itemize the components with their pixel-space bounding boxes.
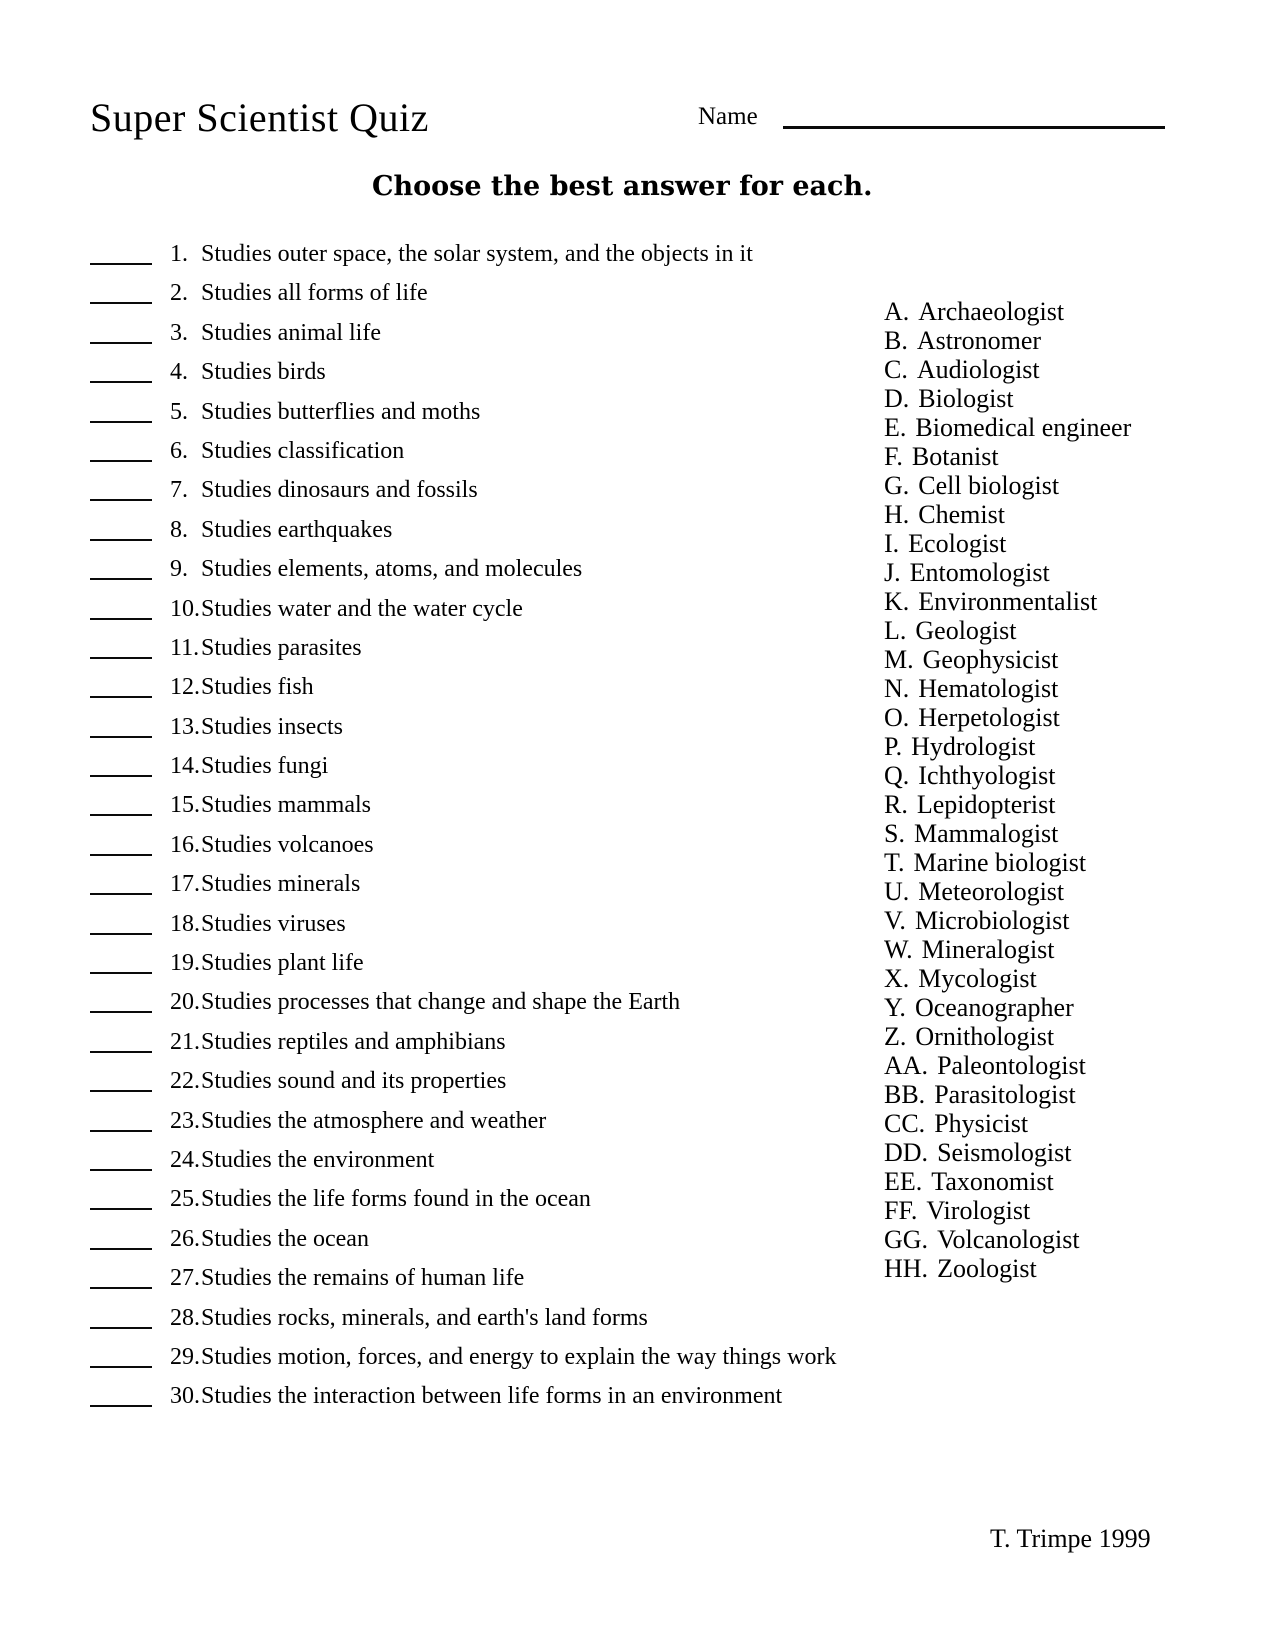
answer-option (884, 587, 1131, 616)
answer-text: Parasitologist (934, 1080, 1076, 1109)
question-number: 2. (170, 280, 188, 307)
question-text: Studies fish (201, 674, 314, 701)
question-number: 11. (170, 634, 200, 661)
answer-blank[interactable] (90, 249, 152, 265)
question-number: 3. (170, 319, 188, 346)
answer-blank[interactable] (90, 1352, 152, 1368)
question-text: Studies butterflies and moths (201, 398, 481, 425)
answer-option (884, 761, 1131, 790)
answer-text: Environmentalist (918, 587, 1098, 616)
question-row (90, 590, 836, 629)
answer-option (884, 935, 1131, 964)
answer-option (884, 471, 1131, 500)
question-row (90, 826, 836, 865)
answer-option (884, 645, 1131, 674)
question-number: 6. (170, 437, 188, 464)
answer-letter: B. (884, 326, 908, 355)
question-row (90, 786, 836, 825)
question-number: 13. (170, 713, 200, 740)
name-label: Name (698, 103, 758, 130)
question-row (90, 1062, 836, 1101)
answer-text: Taxonomist (931, 1167, 1054, 1196)
answer-option (884, 906, 1131, 935)
question-row (90, 432, 836, 471)
question-text: Studies viruses (201, 910, 346, 937)
question-number: 15. (170, 792, 200, 819)
answer-letter: N. (884, 674, 910, 703)
question-text: Studies processes that change and shape the Earth (201, 989, 681, 1016)
question-number: 30. (170, 1383, 200, 1410)
question-text: Studies the life forms found in the ocean (201, 1186, 591, 1213)
question-row (90, 708, 836, 747)
question-row (90, 235, 836, 274)
question-text: Studies outer space, the solar system, and the objects in it (201, 241, 753, 267)
question-list (90, 235, 836, 1417)
answer-blank[interactable] (90, 1076, 152, 1092)
question-number: 26. (170, 1225, 200, 1252)
answer-blank[interactable] (90, 525, 152, 541)
answer-option (884, 500, 1131, 529)
question-number: 8. (170, 516, 188, 543)
answer-text: Geologist (915, 616, 1017, 645)
answer-text: Botanist (911, 442, 999, 471)
answer-letter: I. (884, 529, 900, 558)
answer-letter: S. (884, 819, 905, 848)
answer-text: Seismologist (937, 1138, 1072, 1167)
question-number: 27. (170, 1265, 200, 1292)
question-number: 5. (170, 398, 188, 425)
question-text: Studies the atmosphere and weather (201, 1107, 547, 1134)
answer-text: Marine biologist (913, 848, 1087, 877)
answer-blank[interactable] (90, 1273, 152, 1289)
question-text: Studies earthquakes (201, 516, 393, 543)
question-number: 19. (170, 950, 200, 977)
answer-option (884, 1254, 1131, 1283)
answer-text: Entomologist (909, 558, 1050, 587)
answer-blank[interactable] (90, 879, 152, 895)
answer-option (884, 558, 1131, 587)
answer-option (884, 384, 1131, 413)
answer-blank[interactable] (90, 1391, 152, 1407)
answer-letter: Q. (884, 761, 910, 790)
page-title: Super Scientist Quiz (90, 95, 429, 140)
answer-choice-list (884, 297, 1131, 1283)
answer-option (884, 993, 1131, 1022)
answer-option (884, 674, 1131, 703)
question-row (90, 905, 836, 944)
answer-blank[interactable] (90, 1313, 152, 1329)
question-text: Studies classification (201, 437, 405, 464)
answer-letter: FF. (884, 1196, 918, 1225)
answer-text: Paleontologist (937, 1051, 1086, 1080)
answer-letter: BB. (884, 1080, 926, 1109)
answer-option (884, 326, 1131, 355)
answer-letter: CC. (884, 1109, 926, 1138)
answer-letter: AA. (884, 1051, 929, 1080)
answer-text: Ornithologist (915, 1022, 1055, 1051)
answer-text: Microbiologist (914, 906, 1070, 935)
question-text: Studies sound and its properties (201, 1068, 507, 1095)
answer-letter: Y. (884, 993, 906, 1022)
question-number: 7. (170, 477, 188, 504)
question-row (90, 393, 836, 432)
answer-blank[interactable] (90, 840, 152, 856)
answer-text: Lepidopterist (916, 790, 1056, 819)
answer-text: Cell biologist (918, 471, 1060, 500)
name-blank-line[interactable] (783, 126, 1165, 129)
answer-option (884, 297, 1131, 326)
question-text: Studies reptiles and amphibians (201, 1028, 506, 1055)
answer-blank[interactable] (90, 367, 152, 383)
question-number: 25. (170, 1186, 200, 1213)
answer-text: Biomedical engineer (915, 413, 1132, 442)
question-text: Studies rocks, minerals, and earth's land forms (201, 1304, 648, 1331)
answer-blank[interactable] (90, 682, 152, 698)
answer-text: Chemist (918, 500, 1005, 529)
answer-text: Ichthyologist (918, 761, 1056, 790)
answer-blank[interactable] (90, 1194, 152, 1210)
answer-option (884, 413, 1131, 442)
question-row (90, 865, 836, 904)
question-row (90, 1180, 836, 1219)
answer-blank[interactable] (90, 722, 152, 738)
question-text: Studies dinosaurs and fossils (201, 477, 478, 504)
answer-text: Ecologist (908, 529, 1007, 558)
answer-letter: L. (884, 616, 907, 645)
question-number: 4. (170, 359, 188, 386)
question-row (90, 471, 836, 510)
question-number: 20. (170, 989, 200, 1016)
question-row (90, 629, 836, 668)
answer-option (884, 442, 1131, 471)
answer-letter: J. (884, 558, 901, 587)
answer-text: Physicist (934, 1109, 1029, 1138)
answer-blank[interactable] (90, 958, 152, 974)
answer-blank[interactable] (90, 288, 152, 304)
answer-blank[interactable] (90, 1234, 152, 1250)
answer-text: Mineralogist (921, 935, 1055, 964)
question-text: Studies mammals (201, 792, 371, 819)
question-number: 23. (170, 1107, 200, 1134)
answer-option (884, 1225, 1131, 1254)
answer-blank[interactable] (90, 761, 152, 777)
answer-letter: Z. (884, 1022, 907, 1051)
answer-blank[interactable] (90, 1116, 152, 1132)
answer-option (884, 1167, 1131, 1196)
question-number: 1. (170, 241, 188, 267)
answer-option (884, 1022, 1131, 1051)
answer-blank[interactable] (90, 485, 152, 501)
question-text: Studies insects (201, 713, 343, 740)
question-number: 17. (170, 871, 200, 898)
question-number: 16. (170, 831, 200, 858)
question-number: 28. (170, 1304, 200, 1331)
answer-text: Mycologist (918, 964, 1037, 993)
answer-letter: F. (884, 442, 903, 471)
question-row (90, 353, 836, 392)
answer-option (884, 1196, 1131, 1225)
question-text: Studies volcanoes (201, 831, 374, 858)
answer-blank[interactable] (90, 604, 152, 620)
answer-option (884, 616, 1131, 645)
question-text: Studies birds (201, 359, 326, 386)
answer-letter: X. (884, 964, 910, 993)
question-row (90, 314, 836, 353)
answer-letter: H. (884, 500, 910, 529)
answer-option (884, 529, 1131, 558)
question-row (90, 1259, 836, 1298)
question-row (90, 274, 836, 313)
question-number: 24. (170, 1146, 200, 1173)
question-row (90, 1377, 836, 1416)
question-row (90, 550, 836, 589)
question-text: Studies the remains of human life (201, 1265, 525, 1292)
answer-letter: HH. (884, 1254, 929, 1283)
answer-blank[interactable] (90, 328, 152, 344)
answer-text: Meteorologist (918, 877, 1065, 906)
answer-option (884, 355, 1131, 384)
question-text: Studies fungi (201, 753, 329, 780)
question-row (90, 1220, 836, 1259)
question-text: Studies animal life (201, 319, 381, 346)
answer-letter: T. (884, 848, 905, 877)
question-row (90, 1023, 836, 1062)
answer-letter: C. (884, 355, 908, 384)
question-text: Studies water and the water cycle (201, 595, 523, 622)
answer-letter: K. (884, 587, 910, 616)
answer-letter: E. (884, 413, 907, 442)
answer-letter: V. (884, 906, 906, 935)
answer-letter: W. (884, 935, 913, 964)
question-row (90, 1141, 836, 1180)
answer-letter: D. (884, 384, 910, 413)
question-text: Studies parasites (201, 634, 362, 661)
answer-text: Biologist (918, 384, 1014, 413)
answer-option (884, 1051, 1131, 1080)
question-row (90, 1299, 836, 1338)
question-row (90, 1338, 836, 1377)
answer-letter: P. (884, 732, 903, 761)
answer-blank[interactable] (90, 800, 152, 816)
answer-letter: U. (884, 877, 910, 906)
answer-text: Virologist (926, 1196, 1031, 1225)
question-text: Studies motion, forces, and energy to explain the way things work (201, 1343, 837, 1370)
answer-text: Zoologist (937, 1254, 1037, 1283)
question-text: Studies the environment (201, 1146, 435, 1173)
answer-option (884, 703, 1131, 732)
answer-text: Astronomer (916, 326, 1042, 355)
answer-text: Archaeologist (918, 297, 1065, 326)
answer-text: Hematologist (918, 674, 1059, 703)
answer-letter: GG. (884, 1225, 929, 1254)
answer-text: Oceanographer (914, 993, 1074, 1022)
question-text: Studies plant life (201, 950, 364, 977)
question-number: 18. (170, 910, 200, 937)
answer-text: Hydrologist (911, 732, 1036, 761)
answer-text: Mammalogist (913, 819, 1059, 848)
answer-option (884, 732, 1131, 761)
question-row (90, 944, 836, 983)
answer-blank[interactable] (90, 643, 152, 659)
answer-blank[interactable] (90, 919, 152, 935)
answer-option (884, 848, 1131, 877)
question-text: Studies the ocean (201, 1225, 369, 1252)
answer-blank[interactable] (90, 407, 152, 423)
question-number: 12. (170, 674, 200, 701)
question-number: 14. (170, 753, 200, 780)
question-number: 21. (170, 1028, 200, 1055)
instructions-heading: Choose the best answer for each. (372, 171, 873, 202)
question-row (90, 511, 836, 550)
answer-letter: O. (884, 703, 910, 732)
answer-letter: R. (884, 790, 908, 819)
question-number: 29. (170, 1343, 200, 1370)
question-text: Studies minerals (201, 871, 361, 898)
question-row (90, 668, 836, 707)
answer-option (884, 1138, 1131, 1167)
question-text: Studies all forms of life (201, 280, 428, 307)
answer-letter: M. (884, 645, 914, 674)
answer-option (884, 790, 1131, 819)
question-number: 22. (170, 1068, 200, 1095)
answer-text: Herpetologist (918, 703, 1060, 732)
question-row (90, 983, 836, 1022)
answer-option (884, 819, 1131, 848)
answer-blank[interactable] (90, 1155, 152, 1171)
answer-blank[interactable] (90, 564, 152, 580)
answer-letter: EE. (884, 1167, 923, 1196)
question-text: Studies the interaction between life forms in an environment (201, 1383, 783, 1410)
answer-option (884, 1109, 1131, 1138)
answer-blank[interactable] (90, 446, 152, 462)
answer-letter: G. (884, 471, 910, 500)
question-row (90, 1102, 836, 1141)
answer-text: Audiologist (916, 355, 1040, 384)
answer-option (884, 964, 1131, 993)
question-row (90, 747, 836, 786)
question-number: 9. (170, 556, 188, 583)
answer-blank[interactable] (90, 1037, 152, 1053)
answer-letter: A. (884, 297, 910, 326)
answer-option (884, 1080, 1131, 1109)
author-credit: T. Trimpe 1999 (990, 1524, 1151, 1553)
answer-blank[interactable] (90, 997, 152, 1013)
answer-letter: DD. (884, 1138, 929, 1167)
question-number: 10. (170, 595, 200, 622)
question-text: Studies elements, atoms, and molecules (201, 556, 583, 583)
answer-text: Volcanologist (937, 1225, 1080, 1254)
answer-option (884, 877, 1131, 906)
answer-text: Geophysicist (922, 645, 1059, 674)
